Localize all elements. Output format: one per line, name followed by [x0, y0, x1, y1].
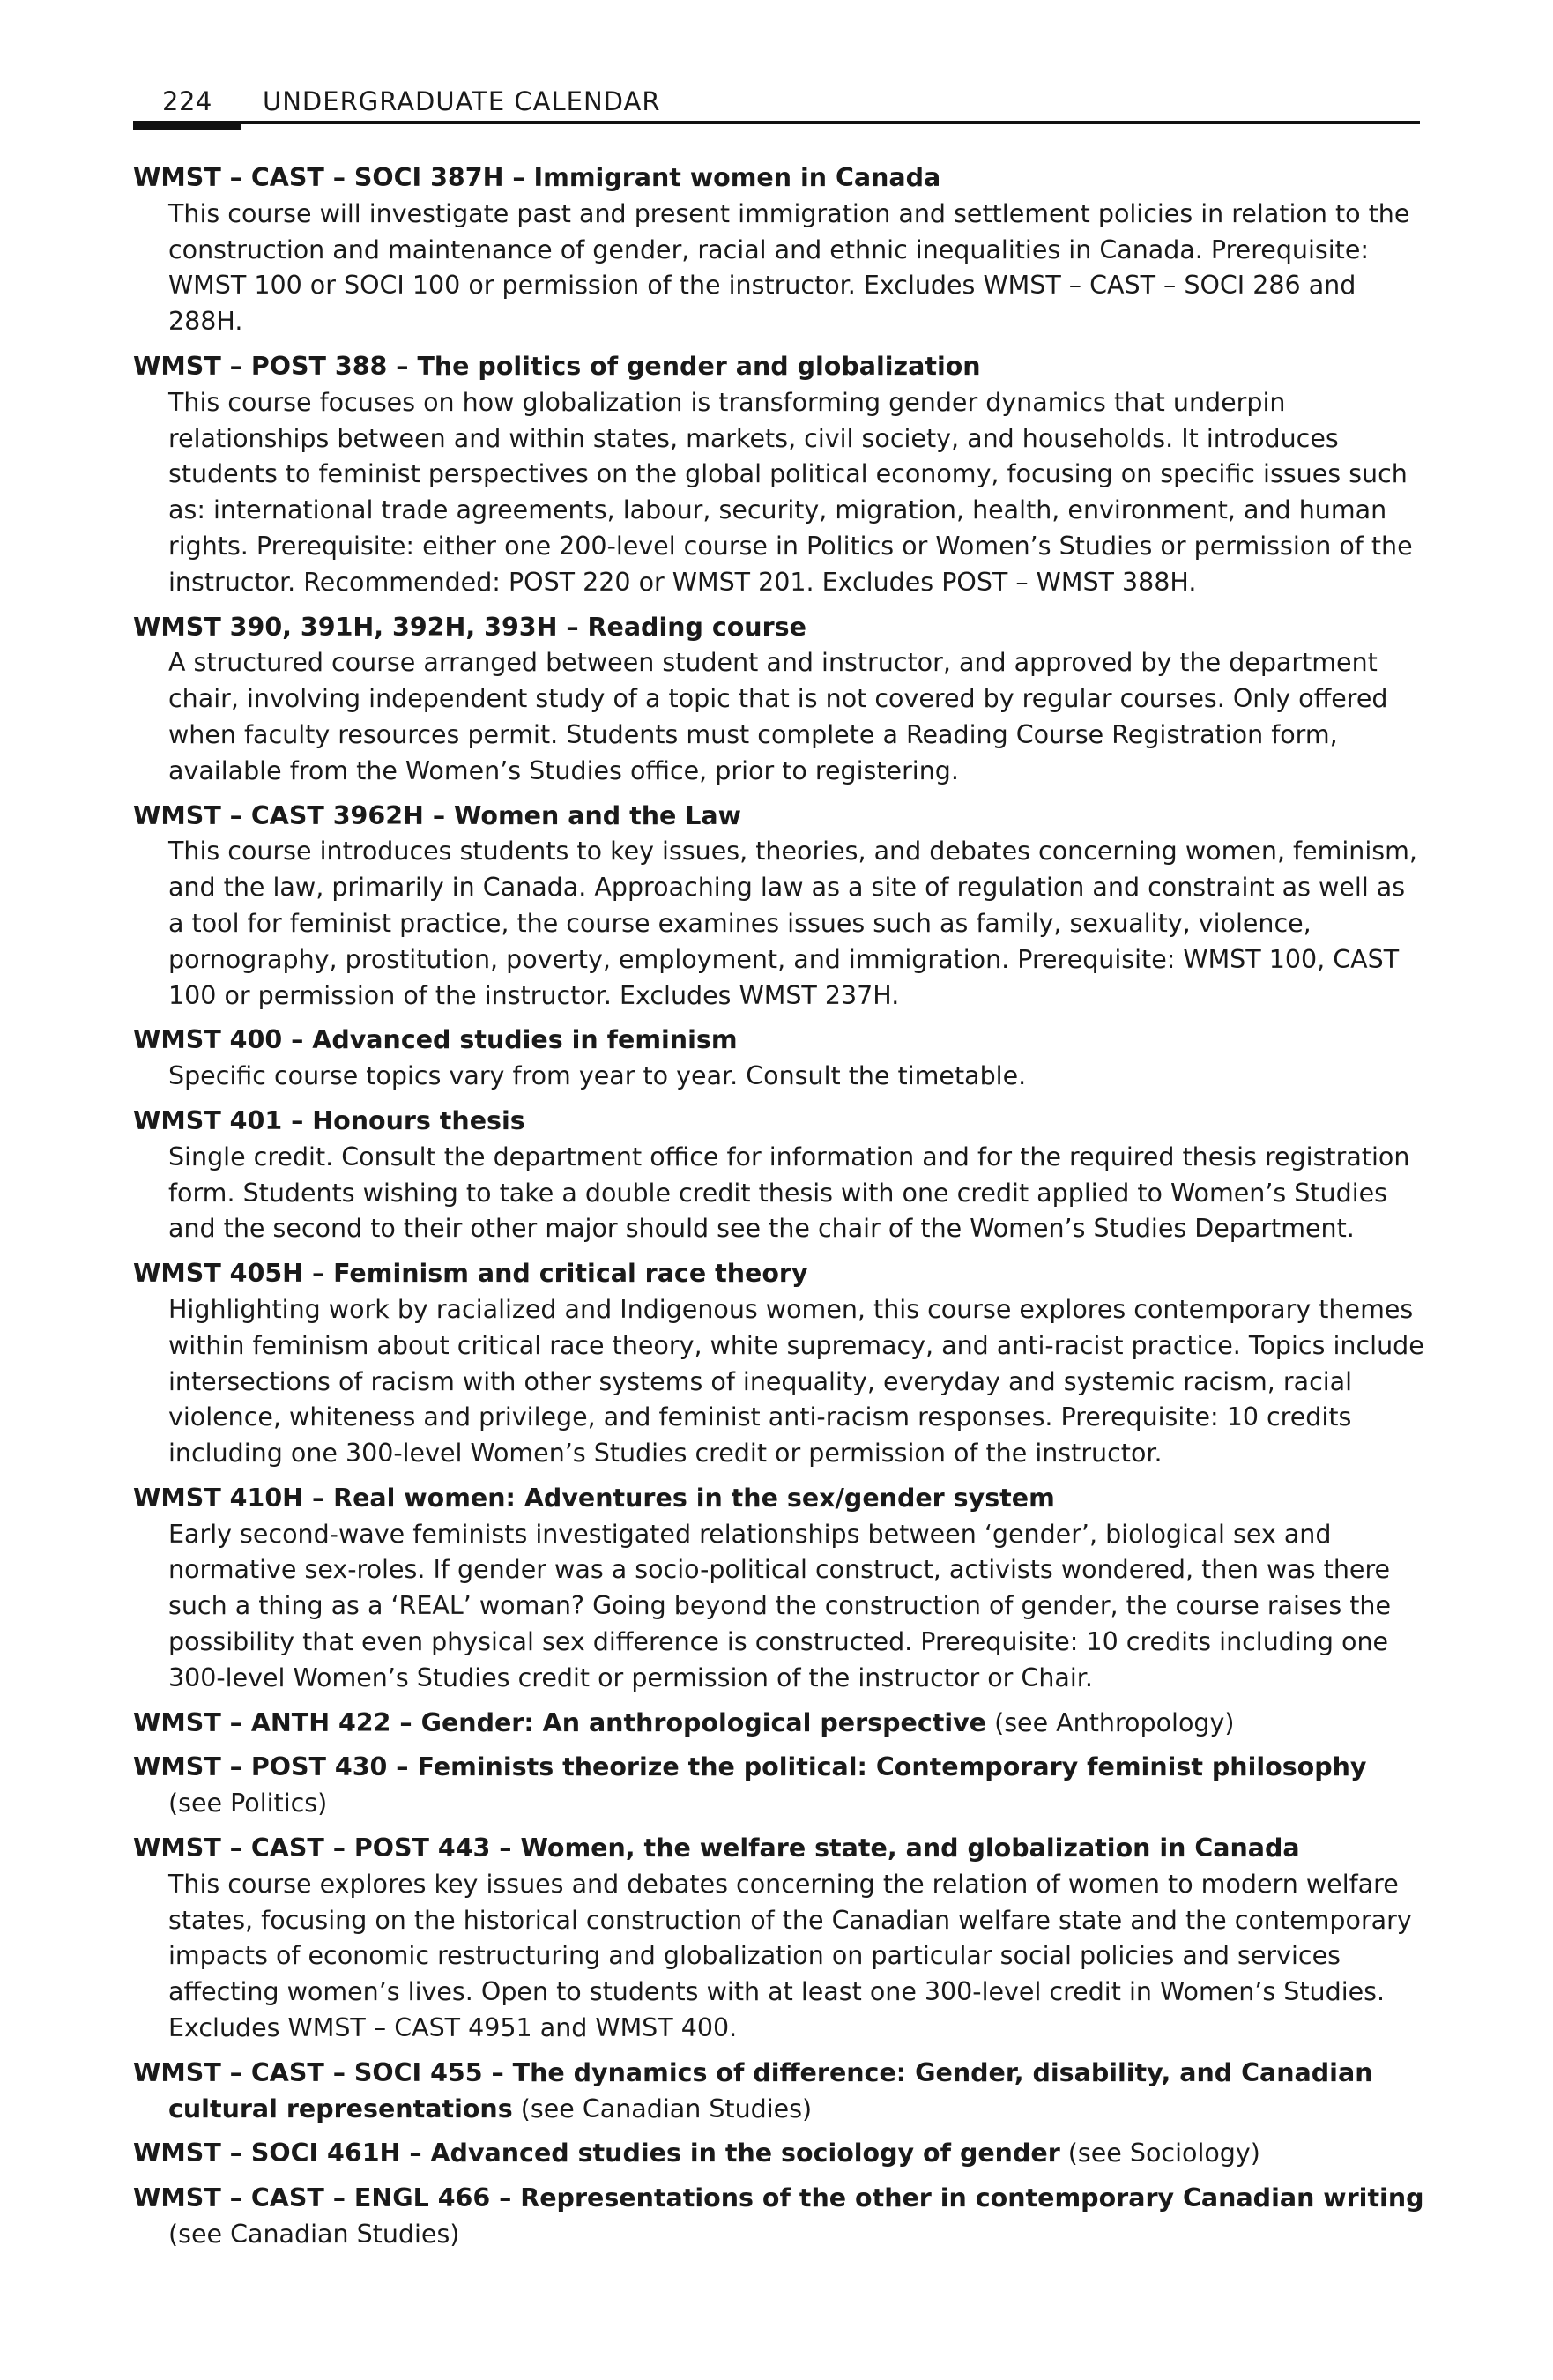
course-description: Single credit. Consult the department office for information and for the required thesis registration form. Students wishing to take a double credit thesis with one credit applied to Women’s Studies and the second to their other major should see the chair of the Women’s Studies Department.: [168, 1142, 1410, 1244]
cross-reference-note: (see Anthropology): [986, 1707, 1235, 1737]
cross-reference-note: (see Canadian Studies): [168, 2220, 460, 2250]
course-description: A structured course arranged between student and instructor, and approved by the department chair, involving independent study of a topic that is not covered by regular courses. Only offered when faculty resources permit. Students must complete a Reading Course Registration form, available from the Women’s Studies office, prior to registering.: [168, 648, 1388, 785]
cross-reference-note: (see Sociology): [1059, 2138, 1260, 2168]
course-entry: [133, 1256, 1427, 1472]
page-number: 224: [162, 86, 212, 116]
course-entry: [133, 1831, 1427, 2047]
course-description: This course explores key issues and debates concerning the relation of women to modern welfare states, focusing on the historical construction of the Canadian welfare state and the contemporary impacts of economic restructuring and globalization on particular social policies and services affecting women’s lives. Open to students with at least one 300-level credit in Women’s Studies. Excludes WMST – CAST 4951 and WMST 400.: [168, 1869, 1412, 2043]
course-entry-cross-listed: [133, 2136, 1427, 2172]
course-description: This course will investigate past and present immigration and settlement policies in relation to the construction and maintenance of gender, racial and ethnic inequalities in Canada. Prerequisite: WMST 100 or SOCI 100 or permission of the instructor. Excludes WMST – CAST – SOCI 286 and 288H.: [168, 198, 1410, 337]
course-title: WMST 401 – Honours thesis: [133, 1105, 525, 1135]
course-title: WMST 410H – Real women: Adventures in the sex/gender system: [133, 1483, 1055, 1513]
header-rule: [133, 121, 1420, 124]
course-entry: [133, 799, 1427, 1015]
course-title: WMST – POST 430 – Feminists theorize the political: Contemporary feminist philosophy: [133, 1752, 1367, 1782]
course-entry-cross-listed: [133, 2181, 1427, 2253]
course-list: [133, 160, 1427, 2262]
course-title-line: [133, 2136, 1427, 2172]
course-title-line: [133, 1750, 1427, 1822]
page-header: [133, 86, 1420, 127]
course-description: This course introduces students to key issues, theories, and debates concerning women, feminism, and the law, primarily in Canada. Approaching law as a site of regulation and constraint as well as a tool for feminist practice, the course examines issues such as family, sexuality, violence, pornography, prostitution, poverty, employment, and immigration. Prerequisite: WMST 100, CAST 100 or permission of the instructor. Excludes WMST 237H.: [168, 837, 1417, 1010]
course-title: WMST 390, 391H, 392H, 393H – Reading course: [133, 612, 806, 642]
course-title-line: [133, 1706, 1427, 1742]
running-title: UNDERGRADUATE CALENDAR: [263, 86, 661, 116]
course-entry-cross-listed: [133, 1706, 1427, 1742]
header-tab-marker: [133, 121, 241, 130]
course-title-line: [133, 2181, 1427, 2253]
course-description: Highlighting work by racialized and Indigenous women, this course explores contemporary themes within feminism about critical race theory, white supremacy, and anti-racist practice. Topics include intersections of racism with other systems of inequality, everyday and systemic racism, racial violence, whiteness and privilege, and feminist anti-racism responses. Prerequisite: 10 credits including one 300-level Women’s Studies credit or permission of the instructor.: [168, 1294, 1424, 1469]
course-title: WMST – POST 388 – The politics of gender and globalization: [133, 351, 981, 381]
course-title: WMST – CAST – POST 443 – Women, the welfare state, and globalization in Canada: [133, 1833, 1300, 1863]
course-title: WMST 405H – Feminism and critical race theory: [133, 1259, 808, 1289]
course-title-line: [133, 2056, 1427, 2128]
course-entry: [133, 160, 1427, 340]
course-entry-cross-listed: [133, 2056, 1427, 2128]
course-title: WMST – ANTH 422 – Gender: An anthropological perspective: [133, 1707, 987, 1737]
course-title: WMST 400 – Advanced studies in feminism: [133, 1025, 738, 1055]
course-entry: [133, 1023, 1427, 1095]
course-description: This course focuses on how globalization is transforming gender dynamics that underpin relationships between and within states, markets, civil society, and households. It introduces students to feminist perspectives on the global political economy, focusing on specific issues such as: international trade agreements, labour, security, migration, health, environment, and human rights. Prerequisite: either one 200-level course in Politics or Women’s Studies or permission of the instructor. Recommended: POST 220 or WMST 201. Excludes POST – WMST 388H.: [168, 387, 1413, 597]
course-entry: [133, 349, 1427, 601]
course-description: Early second-wave feminists investigated relationships between ‘gender’, biological sex and normative sex-roles. If gender was a socio-political construct, activists wondered, then was there such a thing as a ‘REAL’ woman? Going beyond the construction of gender, the course raises the possibility that even physical sex difference is constructed. Prerequisite: 10 credits including one 300-level Women’s Studies credit or permission of the instructor or Chair.: [168, 1519, 1391, 1692]
course-entry: [133, 610, 1427, 790]
course-title: WMST – CAST 3962H – Women and the Law: [133, 800, 741, 830]
cross-reference-note: (see Politics): [168, 1789, 328, 1818]
cross-reference-note: (see Canadian Studies): [512, 2094, 813, 2123]
course-entry: [133, 1104, 1427, 1247]
course-title: WMST – CAST – SOCI 387H – Immigrant women in Canada: [133, 163, 941, 192]
course-title: WMST – CAST – SOCI 455 – The dynamics of difference: Gender, disability, and Canadian cultural representations: [133, 2057, 1373, 2123]
course-entry-cross-listed: [133, 1750, 1427, 1822]
course-title: WMST – SOCI 461H – Advanced studies in the sociology of gender: [133, 2138, 1060, 2168]
course-entry: [133, 1481, 1427, 1697]
course-title: WMST – CAST – ENGL 466 – Representations of the other in contemporary Canadian writing: [133, 2183, 1424, 2213]
course-description: Specific course topics vary from year to year. Consult the timetable.: [168, 1061, 1027, 1091]
